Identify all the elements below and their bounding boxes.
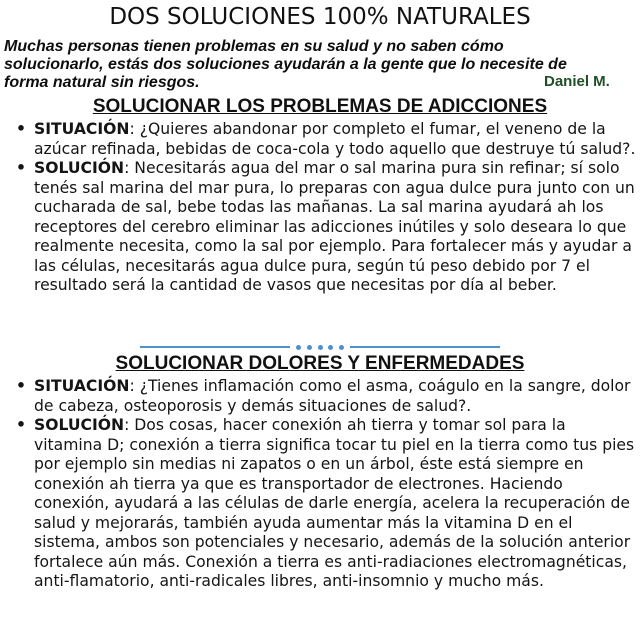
section-heading-addictions: SOLUCIONAR LOS PROBLEMAS DE ADICCIONES xyxy=(92,96,548,117)
divider-dots xyxy=(296,343,344,351)
item-text: : Dos cosas, hacer conexión ah tierra y tomar sol para la vitamina D; conexión a tierra significa tocar tu piel en la tierra como tus pies por ejemplo sin medias ni zapatos o en un árbol, éste está siempre en conexión ah tierra ya que es transportador de electrones. Haciendo conexión, ayudará a las células de darle energía, acelera la recuperación de salud y mejorarás, también ayuda aumentar más la vitamina D en el sistema, ambos son potenciales y necesario, además de la solución anterior fortalece aún más. Conexión a tierra es anti-radiaciones electromagnéticas, anti-flamatorio, anti-radicales libres, anti-insomnio y mucho más. xyxy=(34,416,635,590)
divider-line-left xyxy=(140,346,290,348)
divider-dot xyxy=(307,345,312,350)
divider-dot xyxy=(318,345,323,350)
bullet-icon: • xyxy=(16,120,26,138)
list-item-situation xyxy=(0,377,640,416)
bullet-icon: • xyxy=(16,159,26,177)
item-label: SOLUCIÓN xyxy=(34,159,125,177)
item-label: SOLUCIÓN xyxy=(34,416,125,434)
author-signature: Daniel M. xyxy=(544,73,610,90)
item-text: : ¿Quieres abandonar por completo el fumar, el veneno de la azúcar refinada, bebidas de coca-cola y todo aquello que destruye tú salud?. xyxy=(34,120,636,158)
list-item-solution xyxy=(0,416,640,592)
section-addictions xyxy=(0,120,640,296)
section-heading-illnesses: SOLUCIONAR DOLORES Y ENFERMEDADES xyxy=(115,353,525,374)
list-item-situation xyxy=(0,120,640,159)
bullet-icon: • xyxy=(16,416,26,434)
item-text: : ¿Tienes inflamación como el asma, coágulo en la sangre, dolor de cabeza, osteoporosis y demás situaciones de salud?. xyxy=(34,377,631,415)
section-divider xyxy=(0,343,640,351)
divider-dot xyxy=(328,345,333,350)
bullet-icon: • xyxy=(16,377,26,395)
divider-line-right xyxy=(350,346,500,348)
item-text: : Necesitarás agua del mar o sal marina pura sin refinar; sí solo tenés sal marina del mar pura, lo preparas con agua dulce pura junto con un cucharada de sal, bebe todas las mañanas. La sal marina ayudará ah los receptores del cerebro eliminar las adicciones inútiles y solo deseara lo que realmente necesita, como la sal por ejemplo. Para fortalecer más y ayudar a las células, necesitarás agua dulce pura, según tú peso debido por 7 el resultado será la cantidad de vasos que necesitas por día al beber. xyxy=(34,159,635,294)
divider-dot xyxy=(296,345,301,350)
section-illnesses xyxy=(0,377,640,592)
document-title: DOS SOLUCIONES 100% NATURALES xyxy=(109,4,531,30)
item-label: SITUACIÓN xyxy=(34,377,130,395)
divider-dot xyxy=(339,345,344,350)
intro-paragraph: Muchas personas tienen problemas en su salud y no saben cómo solucionarlo, estás dos soluciones ayudarán a la gente que lo necesite de forma natural sin riesgos. xyxy=(4,38,567,91)
item-label: SITUACIÓN xyxy=(34,120,130,138)
list-item-solution xyxy=(0,159,640,296)
